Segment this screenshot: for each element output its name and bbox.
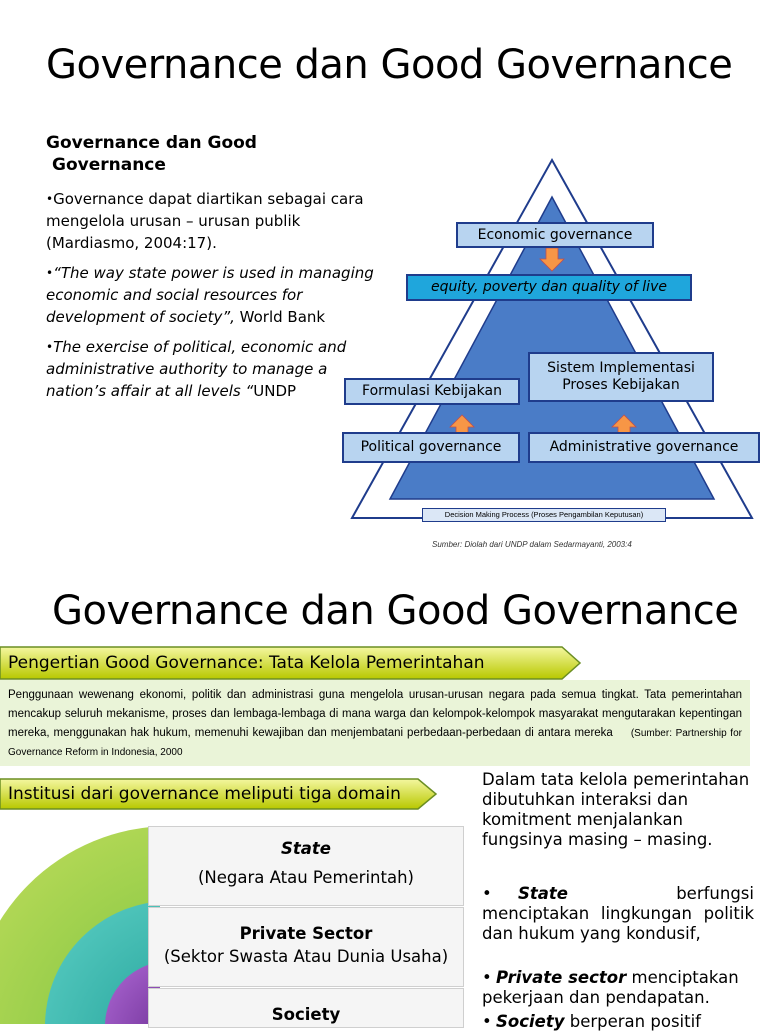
definition-box [0, 680, 750, 766]
domain-state-name: State [281, 839, 331, 858]
economic-governance-box: Economic governance [456, 222, 654, 248]
bullet2-quote: “The way state power is used in managing economic and social resources for development of society”, [46, 264, 374, 326]
point-private-text: menciptakan pekerjaan dan pendapatan. [482, 968, 739, 1007]
equity-box: equity, poverty dan quality of live [406, 274, 692, 301]
point-state-text: berfungsi menciptakan lingkungan politik dan hukum yang kondusif, [482, 884, 754, 943]
domain-private-sector [148, 907, 464, 987]
bullet-marker: • [46, 192, 54, 206]
administrative-governance-box: Administrative governance [528, 432, 760, 463]
political-governance-box: Political governance [342, 432, 520, 463]
domain-private-desc: (Sektor Swasta Atau Dunia Usaha) [163, 947, 449, 966]
bullet-marker: • [46, 266, 54, 280]
governance-triangle-diagram [330, 155, 760, 535]
domain-society [148, 988, 464, 1028]
bullet-world-bank [46, 262, 376, 328]
bullet3-source: UNDP [253, 382, 297, 400]
domain-private-name: Private Sector [239, 924, 373, 943]
point-state-term: State [518, 884, 568, 903]
bullet2-source: World Bank [234, 308, 326, 326]
decision-making-label: Decision Making Process (Proses Pengambilan Keputusan) [422, 508, 666, 522]
slide2-title: Governance dan Good Governance [52, 588, 739, 634]
domain-circles [0, 826, 160, 1024]
sistem-implementasi-box: Sistem Implementasi Proses Kebijakan [528, 352, 714, 402]
definition-text: Penggunaan wewenang ekonomi, politik dan administrasi guna mengelola urusan-urusan negara pada semua tingkat. Tata pemerintahan mencakup seluruh mekanisme, proses dan lembaga-lembaga di mana warga dan kelompok-kelompok masyarakat mengutarakan kepentingan mereka, menggunakan hak hukum, memenuhi kewajiban dan menjembatani perbedaan-perbedaan di antara mereka [8, 689, 742, 739]
slide1-subtitle [46, 132, 257, 176]
domain-state [148, 826, 464, 906]
point-private-sector: • Private sector menciptakan pekerjaan dan pendapatan. [482, 968, 739, 1007]
domain-society-name: Society [271, 1005, 341, 1024]
bullet-definition [46, 188, 376, 254]
bullet-marker: • [46, 340, 54, 354]
point-society: • Society berperan positif [482, 1012, 701, 1031]
intro-text: Dalam tata kelola pemerintahan dibutuhkan interaksi dan komitment menjalankan fungsinya masing – masing. [482, 770, 750, 849]
formulasi-kebijakan-box: Formulasi Kebijakan [344, 378, 520, 405]
slide1-title: Governance dan Good Governance [46, 42, 733, 88]
banner-pengertian: Pengertian Good Governance: Tata Kelola Pemerintahan [8, 653, 485, 673]
subtitle-line2: Governance [52, 155, 166, 175]
point-society-term: Society [496, 1012, 565, 1031]
bullet3-quote: The exercise of political, economic and administrative authority to manage a nation’s affair at all levels “ [46, 338, 347, 400]
domain-state-desc: (Negara Atau Pemerintah) [198, 868, 414, 887]
bullet1-text: Governance dapat diartikan sebagai cara mengelola urusan – urusan publik (Mardiasmo, 2004:17). [46, 190, 364, 252]
definition-source: (Sumber: Partnership for Governance Reform in Indonesia, 2000 [8, 728, 742, 758]
banner-institusi: Institusi dari governance meliputi tiga domain [8, 784, 401, 804]
point-society-text: berperan positif [564, 1012, 701, 1031]
point-private-term: Private sector [496, 968, 627, 987]
point-state: • State berfungsi menciptakan lingkungan politik dan hukum yang kondusif, [482, 884, 754, 943]
diagram-source: Sumber: Diolah dari UNDP dalam Sedarmayanti, 2003:4 [432, 540, 632, 549]
subtitle-line1: Governance dan Good [46, 133, 257, 153]
bullet-undp [46, 336, 376, 402]
